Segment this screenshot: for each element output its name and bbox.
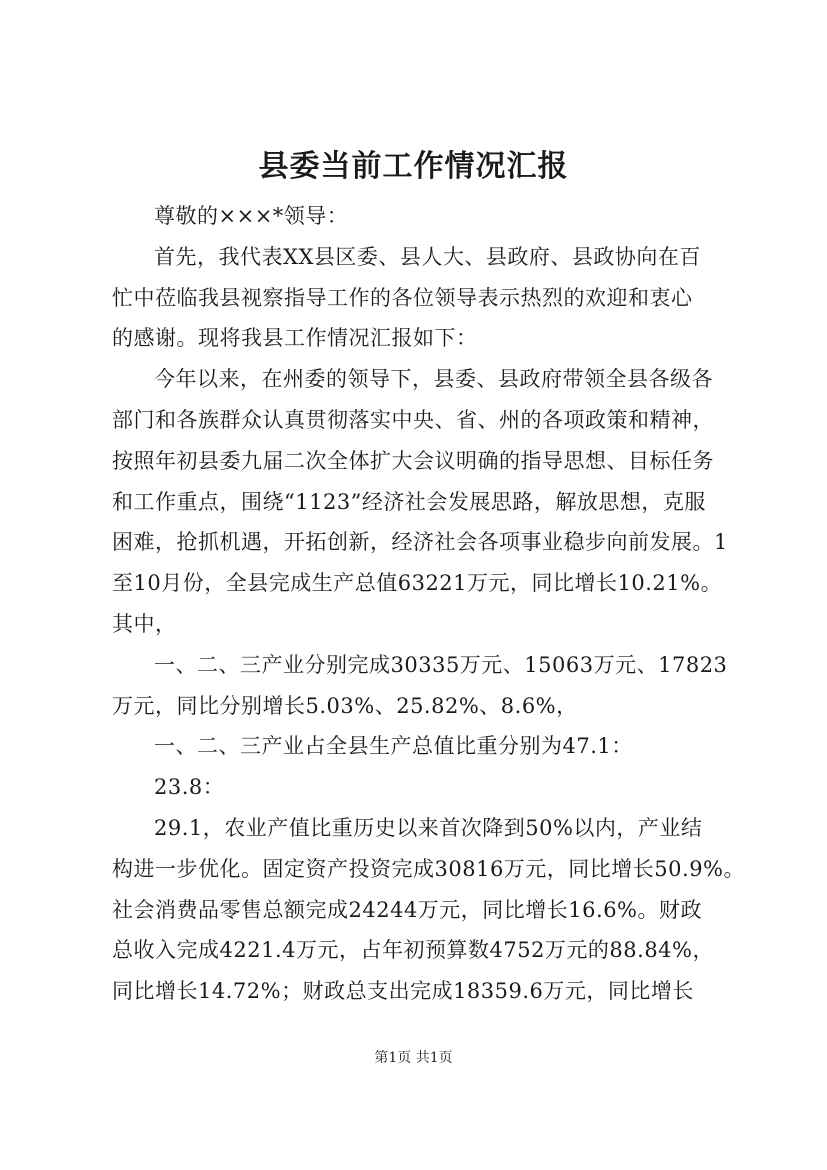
paragraph-line: 一、二、三产业分别完成30335万元、15063万元、17823 (154, 652, 728, 677)
paragraph-line: 部门和各族群众认真贯彻落实中央、省、州的各项政策和精神， (112, 407, 714, 432)
document-body (112, 196, 746, 1012)
paragraph-line: 首先，我代表XX县区委、县人大、县政府、县政协向在百 (154, 244, 701, 269)
paragraph-line: 按照年初县委九届二次全体扩大会议明确的指导思想、目标任务 (112, 448, 714, 473)
page-footer: 第1页 共1页 (374, 1050, 453, 1066)
paragraph-line: 忙中莅临我县视察指导工作的各位领导表示热烈的欢迎和衷心 (112, 285, 693, 310)
document-title: 县委当前工作情况汇报 (258, 149, 569, 184)
paragraph-line: 社会消费品零售总额完成24244万元，同比增长16.6%。财政 (112, 897, 703, 922)
paragraph-line: 万元，同比分别增长5.03%、25.82%、8.6%， (112, 693, 578, 718)
paragraph-line: 的感谢。现将我县工作情况汇报如下： (112, 326, 478, 351)
paragraph-line: 和工作重点，围绕“1123”经济社会发展思路，解放思想，克服 (112, 489, 706, 514)
paragraph-line: 23.8： (154, 775, 225, 800)
paragraph-line: 困难，抢抓机遇，开拓创新，经济社会各项事业稳步向前发展。1 (112, 530, 728, 555)
paragraph-line: 一、二、三产业占全县生产总值比重分别为47.1： (154, 734, 633, 759)
paragraph-line: 构进一步优化。固定资产投资完成30816万元，同比增长50.9%。 (112, 856, 746, 881)
paragraph-line: 总收入完成4221.4万元，占年初预算数4752万元的88.84%， (112, 938, 714, 963)
salutation-line: 尊敬的×××*领导： (154, 204, 349, 228)
paragraph-line: 29.1，农业产值比重历史以来首次降到50%以内，产业结 (154, 815, 703, 840)
paragraph-line: 同比增长14.72%；财政总支出完成18359.6万元，同比增长 (112, 979, 694, 1004)
paragraph-line: 至10月份，全县完成生产总值63221万元，同比增长10.21%。 (112, 571, 723, 596)
paragraph-line: 今年以来，在州委的领导下，县委、县政府带领全县各级各 (154, 367, 713, 392)
paragraph-line: 其中， (112, 611, 177, 636)
